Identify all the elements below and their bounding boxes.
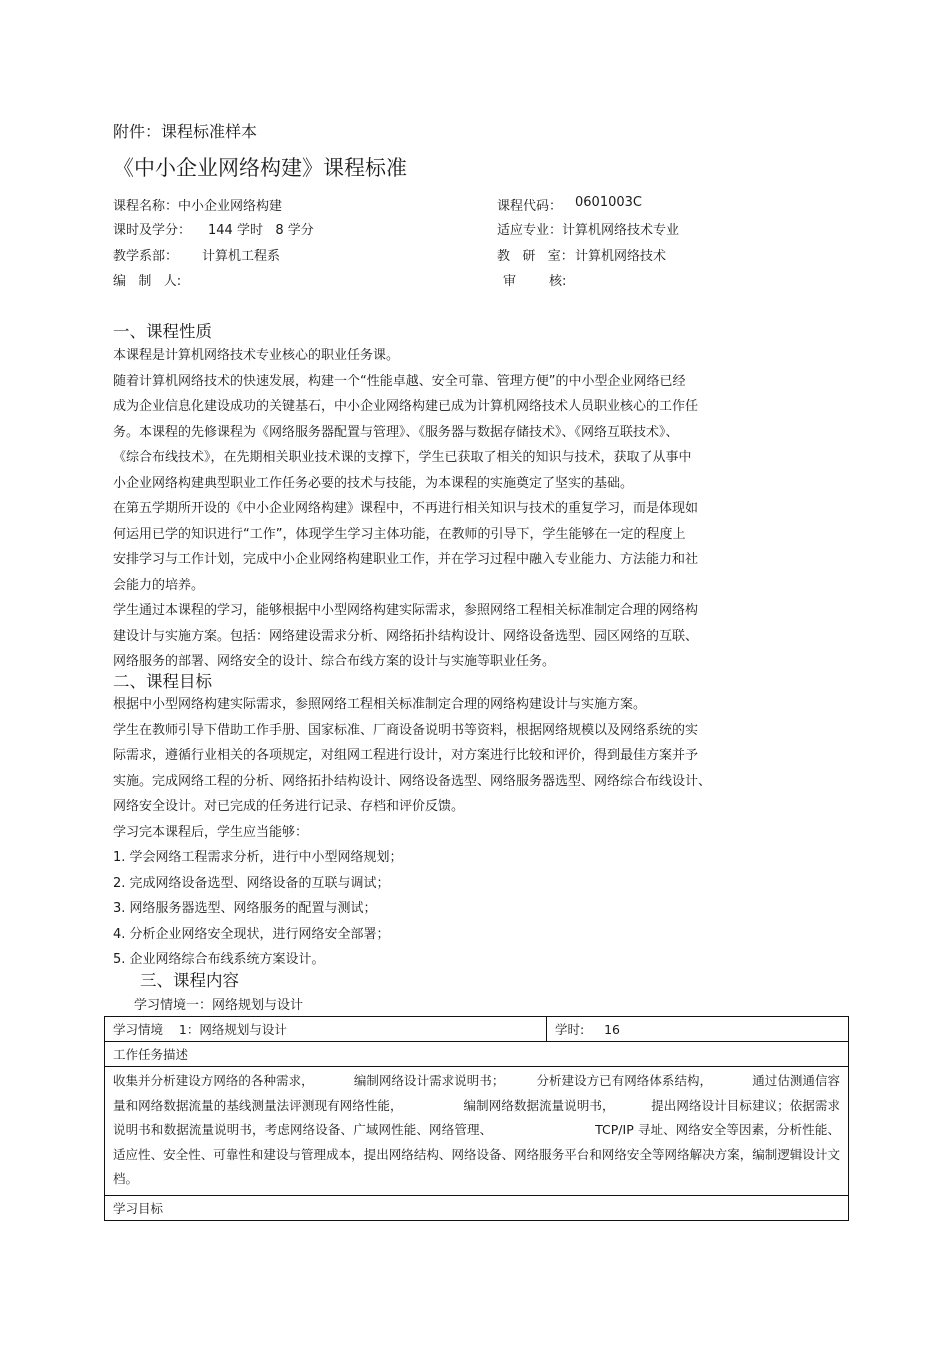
office-value: 计算机网络技术 xyxy=(575,249,667,264)
paragraph-line: 小企业网络构建典型职业工作任务必要的技术与技能，为本课程的实施奠定了坚实的基础。 xyxy=(113,475,634,491)
paragraph-line: 《综合布线技术》，在先期相关职业技术课的支撑下，学生已获取了相关的知识与技术，获取了从事中 xyxy=(113,450,692,465)
hours-value: 144 学时 8 学分 xyxy=(208,223,314,238)
course-name: 课程名称：中小企业网络构建 xyxy=(113,199,283,214)
task-desc-label: 工作任务描述 xyxy=(105,1042,849,1067)
section2-heading: 二、课程目标 xyxy=(113,672,212,691)
paragraph-line: 何运用已学的知识进行“工作”，体现学生学习主体功能，在教师的引导下，学生能够在一定的程度上 xyxy=(113,526,686,542)
course-code: 0601003C xyxy=(575,195,642,210)
scenario-cell: 学习情境 1：网络规划与设计 xyxy=(105,1017,547,1042)
paragraph-line: 务。本课程的先修课程为《网络服务器配置与管理》、《服务器与数据存储技术》、《网络互联技术》、 xyxy=(113,424,679,440)
course-code-label: 课程代码： xyxy=(497,199,563,214)
learning-goal-label: 学习目标 xyxy=(105,1195,849,1220)
section1-heading: 一、课程性质 xyxy=(113,322,212,341)
paragraph-line: 本课程是计算机网络技术专业核心的职业任务课。 xyxy=(113,348,400,363)
goal-list-item: 1. 学会网络工程需求分析，进行中小型网络规划； xyxy=(113,850,403,865)
learning-scenario-table xyxy=(104,1016,849,1221)
paragraph-line: 随着计算机网络技术的快速发展，构建一个“性能卓越、安全可靠、管理方便”的中小型企业网络已经 xyxy=(113,373,686,389)
section3-heading: 三、课程内容 xyxy=(140,971,239,990)
attachment-line: 附件：课程标准样本 xyxy=(113,122,258,141)
section1-body xyxy=(113,343,753,675)
goal-list-item: 2. 完成网络设备选型、网络设备的互联与调试； xyxy=(113,875,390,891)
paragraph-line: 成为企业信息化建设成功的关键基石，中小企业网络构建已成为计算机网络技术人员职业核心的工作任 xyxy=(113,399,699,414)
paragraph-line: 建设计与实施方案。包括：网络建设需求分析、网络拓扑结构设计、网络设备选型、园区网络的互联、 xyxy=(113,628,699,644)
office-label: 教 研 室： xyxy=(497,249,574,264)
paragraph-line: 学习完本课程后，学生应当能够： xyxy=(113,824,309,840)
task-desc-text: 收集并分析建设方网络的各种需求， 编制网络设计需求说明书； 分析建设方已有网络体系结构， 通过估测通信容量和网络数据流量的基线测量法评测现有网络性能， 编制网络数据流量说明书， 提出网络设计目标建议；依据需求说明书和数据流量说明书，考虑网络设备、广域网性能、网络管理、 TCP/IP 寻址、网络安全等因素，分析性能、适应性、安全性、可靠性和建设与管理成本，提出网络结构、网络设备、网络服务平台和网络安全等网络解决方案，编制逻辑设计文档。 xyxy=(105,1067,849,1196)
dept-label: 教学系部： xyxy=(113,249,179,264)
section2-body xyxy=(113,692,753,973)
paragraph-line: 际需求，遵循行业相关的各项规定，对组网工程进行设计，对方案进行比较和评价，得到最佳方案并予 xyxy=(113,748,699,763)
reviewer-label: 审 核: xyxy=(503,274,567,289)
paragraph-line: 会能力的培养。 xyxy=(113,577,205,593)
goal-list-item: 5. 企业网络综合布线系统方案设计。 xyxy=(113,952,325,967)
section3-subheading: 学习情境一：网络规划与设计 xyxy=(134,998,304,1013)
paragraph-line: 学生通过本课程的学习，能够根据中小型网络构建实际需求，参照网络工程相关标准制定合理的网络构 xyxy=(113,603,699,618)
goal-list-item: 3. 网络服务器选型、网络服务的配置与测试； xyxy=(113,901,377,916)
paragraph-line: 网络安全设计。对已完成的任务进行记录、存档和评价反馈。 xyxy=(113,799,465,814)
hours-label: 课时及学分： xyxy=(113,223,192,238)
paragraph-line: 安排学习与工作计划，完成中小企业网络构建职业工作，并在学习过程中融入专业能力、方法能力和社 xyxy=(113,552,699,567)
hours-cell: 学时: 16 xyxy=(547,1017,849,1042)
document-title: 《中小企业网络构建》课程标准 xyxy=(113,156,407,180)
paragraph-line: 网络服务的部署、网络安全的设计、综合布线方案的设计与实施等职业任务。 xyxy=(113,654,556,669)
paragraph-line: 学生在教师引导下借助工作手册、国家标准、厂商设备说明书等资料，根据网络规模以及网络系统的实 xyxy=(113,722,699,738)
major: 适应专业：计算机网络技术专业 xyxy=(497,223,680,238)
editor-label: 编 制 人: xyxy=(113,274,182,289)
dept-value: 计算机工程系 xyxy=(202,249,281,264)
paragraph-line: 根据中小型网络构建实际需求，参照网络工程相关标准制定合理的网络构建设计与实施方案。 xyxy=(113,697,647,712)
paragraph-line: 实施。完成网络工程的分析、网络拓扑结构设计、网络设备选型、网络服务器选型、网络综合布线设计、 xyxy=(113,773,712,789)
paragraph-line: 在第五学期所开设的《中小企业网络构建》课程中，不再进行相关知识与技术的重复学习，而是体现如 xyxy=(113,501,699,516)
goal-list-item: 4. 分析企业网络安全现状，进行网络安全部署； xyxy=(113,926,390,942)
